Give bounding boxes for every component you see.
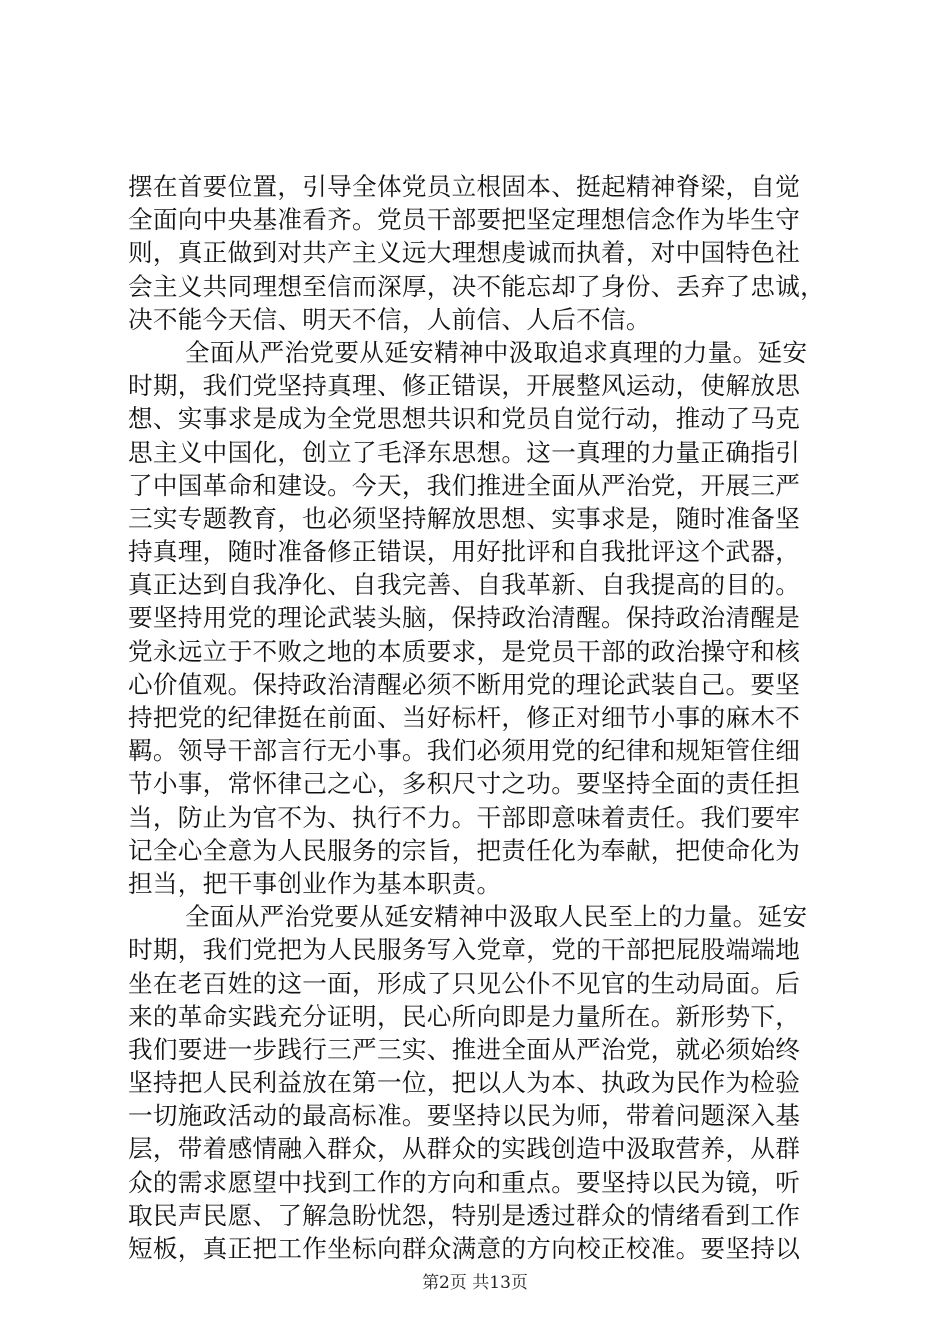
text-line: 则，真正做到对共产主义远大理想虔诚而执着，对中国特色社 [128,238,801,268]
text-line: 担当，把干事创业作为基本职责。 [128,868,502,898]
text-line: 全面向中央基准看齐。党员干部要把坚定理想信念作为毕生守 [128,205,801,235]
text-line: 三实专题教育，也必须坚持解放思想、实事求是，随时准备坚 [128,503,801,533]
text-line: 决不能今天信、明天不信，人前信、人后不信。 [128,304,651,334]
text-line: 了中国革命和建设。今天，我们推进全面从严治党，开展三严 [128,470,801,500]
text-line: 羁。领导干部言行无小事。我们必须用党的纪律和规矩管住细 [128,736,801,766]
text-line: 想、实事求是成为全党思想共识和党员自觉行动，推动了马克 [128,404,801,434]
text-line: 坚持把人民利益放在第一位，把以人为本、执政为民作为检验 [128,1068,801,1098]
text-line: 短板，真正把工作坐标向群众满意的方向校正校准。要坚持以 [128,1234,801,1263]
text-line: 时期，我们党把为人民服务写入党章，党的干部把屁股端端地 [128,935,801,965]
text-line: 时期，我们党坚持真理、修正错误，开展整风运动，使解放思 [128,371,801,401]
text-line: 众的需求愿望中找到工作的方向和重点。要坚持以民为镜，听 [128,1167,801,1197]
text-line: 取民声民愿、了解急盼忧怨，特别是透过群众的情绪看到工作 [128,1200,801,1230]
text-line: 我们要进一步践行三严三实、推进全面从严治党，就必须始终 [128,1034,801,1064]
text-line: 持把党的纪律挺在前面、当好标杆，修正对细节小事的麻木不 [128,703,801,732]
text-line: 会主义共同理想至信而深厚，决不能忘却了身份、丢弃了忠诚， [128,271,826,301]
text-line: 一切施政活动的最高标准。要坚持以民为师，带着问题深入基 [128,1101,801,1131]
text-line: 来的革命实践充分证明，民心所向即是力量所在。新形势下， [128,1001,801,1031]
text-line: 党永远立于不败之地的本质要求，是党员干部的政治操守和核 [128,636,801,666]
page-number-footer: 第2页 共13页 [422,1273,528,1293]
text-line: 节小事，常怀律己之心，多积尺寸之功。要坚持全面的责任担 [128,769,801,799]
text-line: 要坚持用党的理论武装头脑，保持政治清醒。保持政治清醒是 [128,603,801,633]
paragraph-first-line: 全面从严治党要从延安精神中汲取追求真理的力量。延安 [185,337,808,367]
text-line: 层，带着感情融入群众，从群众的实践创造中汲取营养，从群 [128,1134,801,1164]
text-line: 心价值观。保持政治清醒必须不断用党的理论武装自己。要坚 [128,669,801,699]
text-line: 持真理，随时准备修正错误，用好批评和自我批评这个武器， [128,537,801,567]
text-line: 记全心全意为人民服务的宗旨，把责任化为奉献，把使命化为 [128,835,801,865]
text-line: 思主义中国化，创立了毛泽东思想。这一真理的力量正确指引 [128,437,801,467]
paragraph-first-line: 全面从严治党要从延安精神中汲取人民至上的力量。延安 [185,902,808,932]
text-line: 真正达到自我净化、自我完善、自我革新、自我提高的目的。 [128,570,801,600]
text-line: 摆在首要位置，引导全体党员立根固本、挺起精神脊梁，自觉 [128,172,801,201]
text-line: 坐在老百姓的这一面，形成了只见公仆不见官的生动局面。后 [128,968,801,998]
text-line: 当，防止为官不为、执行不力。干部即意味着责任。我们要牢 [128,802,801,832]
document-body [128,170,828,1265]
